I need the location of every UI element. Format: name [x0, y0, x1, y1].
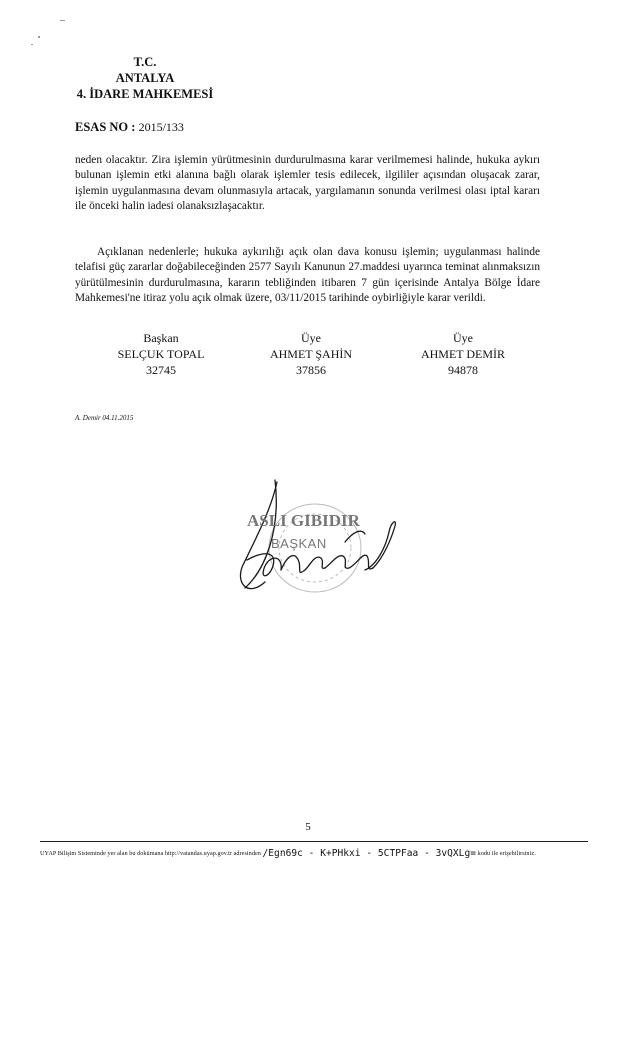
- case-number-label: ESAS NO :: [75, 120, 136, 134]
- header-city: ANTALYA: [115, 71, 175, 85]
- signatory-member-1: [226, 330, 396, 378]
- scan-mark: [38, 36, 40, 38]
- signatory-name: AHMET DEMİR: [420, 347, 506, 361]
- signatory-id: 94878: [448, 363, 478, 377]
- stamp-text: ASLI GIBIDIR: [247, 511, 360, 530]
- footer-divider: [40, 841, 588, 842]
- signatory-role: Üye: [453, 331, 473, 345]
- case-number-value: 2015/133: [138, 120, 184, 134]
- signatory-role: Üye: [301, 331, 321, 345]
- typist-note: A. Demir 04.11.2015: [75, 414, 134, 422]
- body-paragraph-1: neden olacaktır. Zira işlemin yürütmesinin durdurulmasına karar verilmemesi halinde, hukuka aykırı bulunan işlemin etki alanına bağlı olarak işlemler tesis edilecek, ilgililer açısından oluşacak zarar, işlemin uygulanmasına devam olunmasıyla artacak, yargılamanın sonunda verilmesi olası iptal kararı ile önceki halin iadesi olanaksızlaşacaktır.: [75, 154, 540, 212]
- case-number: [75, 120, 184, 135]
- footer-prefix: UYAP Bilişim Sisteminde yer alan bu dokümana http://vatandas.uyap.gov.tr adresinden: [40, 850, 261, 857]
- header-tc: T.C.: [133, 55, 157, 69]
- scan-mark: [31, 44, 33, 45]
- header-court: 4. İDARE MAHKEMESİ: [76, 87, 214, 101]
- footer-suffix: kodu ile erişebilirsiniz.: [477, 850, 536, 857]
- page-number: 5: [305, 821, 311, 833]
- signatory-id: 37856: [296, 363, 326, 377]
- stamp-subtext: BAŞKAN: [271, 536, 327, 551]
- signatory-member-2: [378, 330, 548, 378]
- signatory-name: AHMET ŞAHİN: [269, 347, 353, 361]
- footer-uyap-notice: [40, 848, 536, 859]
- signatory-chair: [76, 330, 246, 378]
- footer-access-code: /Egn69c - K+PHkxi - 5CTPFaa - 3vQXLg=: [262, 848, 476, 859]
- stamp-seal-icon: [225, 470, 415, 620]
- scan-mark: [60, 20, 65, 21]
- body-paragraph-2: Açıklanan nedenlerle; hukuka aykırılığı açık olan dava konusu işlemin; uygulanması halinde telafisi güç zararlar doğabileceğinden 2577 Sayılı Kanunun 27.maddesi uyarınca teminat alınmaksızın yürütülmesinin durdurulmasına, kararın tebliğinden itibaren 7 gün içerisinde Antalya Bölge İdare Mahkemesi'ne itiraz yolu açık olmak üzere, 03/11/2015 tarihinde oybirliğiyle karar verildi.: [75, 246, 540, 304]
- certified-copy-stamp: [225, 470, 415, 620]
- signatory-name: SELÇUK TOPAL: [117, 347, 205, 361]
- signatory-role: Başkan: [143, 331, 179, 345]
- signatory-id: 32745: [146, 363, 176, 377]
